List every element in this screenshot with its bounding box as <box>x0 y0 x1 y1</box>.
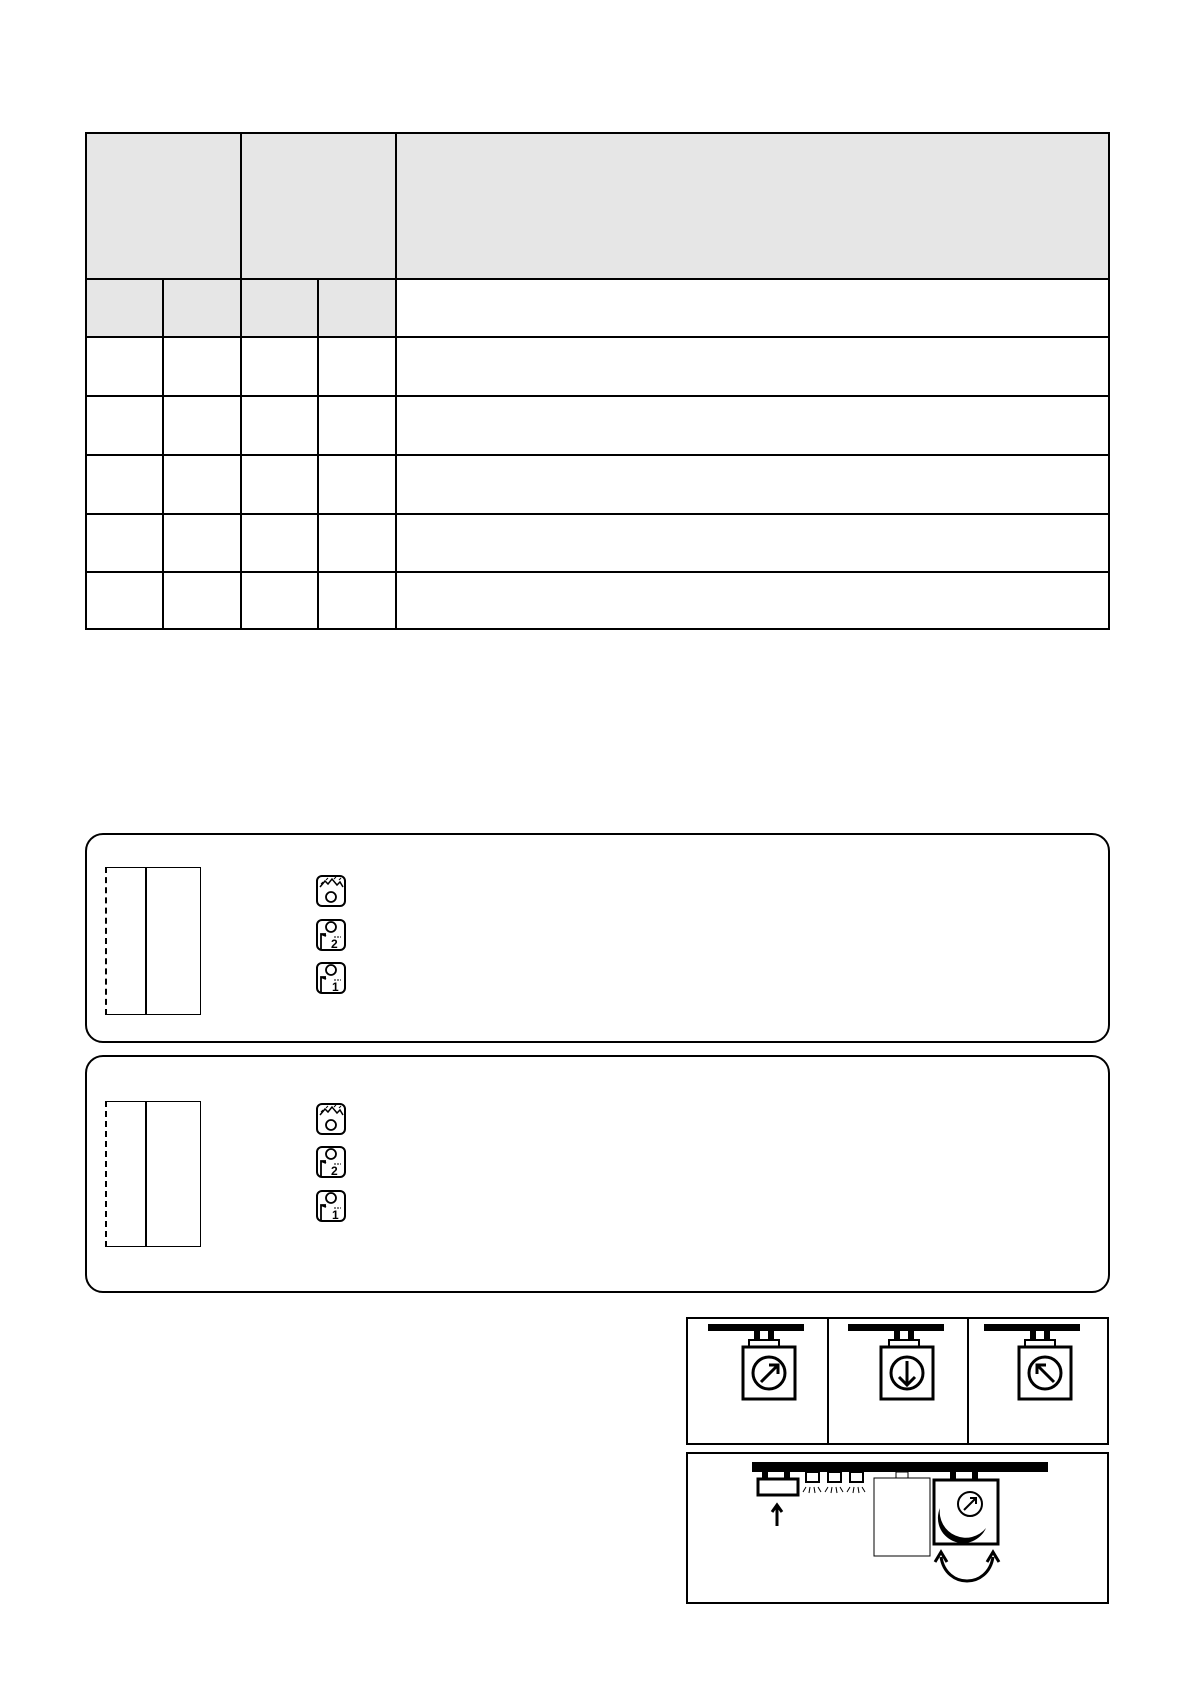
table-row <box>87 338 1108 395</box>
header-group-2 <box>242 134 395 278</box>
dial-arrow-up-left-icon <box>984 1324 1080 1399</box>
person-door-1-icon <box>316 962 346 994</box>
double-door-diagram <box>105 867 201 1015</box>
up-arrow-icon <box>758 1472 798 1526</box>
header-group-1 <box>87 134 240 278</box>
mountain-sensor-icon <box>316 875 346 907</box>
table-row <box>87 456 1108 513</box>
subheader-col-3 <box>242 280 317 336</box>
door-number: 2 <box>331 937 338 951</box>
table-row <box>87 573 1108 628</box>
person-door-2-icon <box>316 919 346 951</box>
blank-plate <box>874 1478 930 1556</box>
settings-table <box>85 132 1110 630</box>
table-row <box>87 515 1108 571</box>
mounting-rail <box>752 1462 1048 1472</box>
subheader-col-4 <box>319 280 395 336</box>
indicator-module <box>803 1472 865 1493</box>
header-description <box>397 134 1108 278</box>
double-door-diagram <box>105 1101 201 1247</box>
door-number: 1 <box>332 1208 339 1222</box>
rotate-arrow-icon <box>935 1552 999 1581</box>
door-panel-b <box>85 1055 1110 1293</box>
dial-orientation-diagram <box>686 1317 1109 1445</box>
person-door-1-icon <box>316 1190 346 1222</box>
door-number: 2 <box>331 1164 338 1178</box>
dial-arrow-down-icon <box>848 1324 944 1399</box>
door-panel-a <box>85 833 1110 1043</box>
assembly-diagram <box>686 1452 1109 1604</box>
person-door-2-icon <box>316 1146 346 1178</box>
dial-arrow-up-right-icon <box>708 1324 804 1399</box>
mountain-sensor-icon <box>316 1103 346 1135</box>
subheader-col-2 <box>164 280 240 336</box>
door-number: 1 <box>332 980 339 994</box>
dial-arrow-up-right-icon <box>934 1472 998 1544</box>
table-row <box>87 397 1108 454</box>
subheader-col-1 <box>87 280 162 336</box>
